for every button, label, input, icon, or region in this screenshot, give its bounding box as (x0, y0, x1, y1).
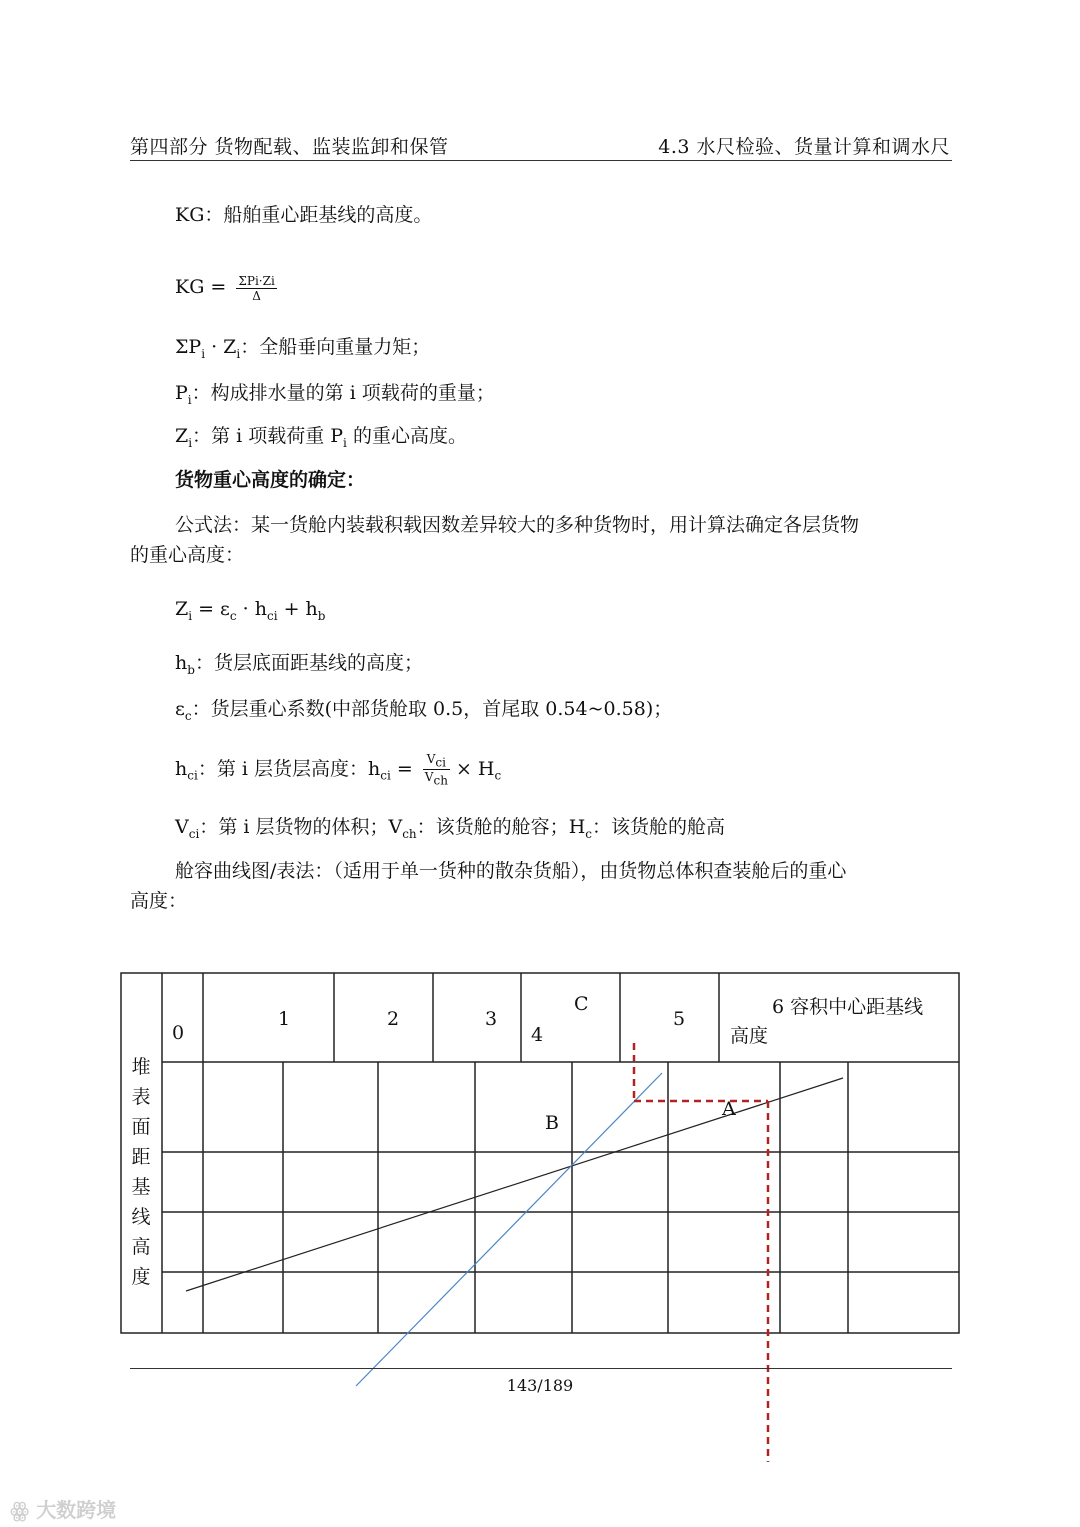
formula-method-line1: 公式法：某一货舱内装载积载因数差异较大的多种货物时，用计算法确定各层货物 (175, 514, 860, 536)
header-left-title: 第四部分 货物配载、监装监卸和保管 (130, 136, 449, 158)
page-number: 143/189 (506, 1376, 574, 1395)
section-title: 货物重心高度的确定： (175, 469, 366, 491)
y-axis-char: 堆 (131, 1056, 151, 1078)
vci-definition: $V_{ci}$：第 i 层货物的体积；$V_{ch}$：该货舱的舱容；$H_c$：该货舱的舱高 (175, 816, 726, 841)
point-a-label: A (722, 1098, 736, 1120)
hb-definition-text: 货层底面距基线的高度； (213, 652, 423, 674)
kg-definition: KG：船舶重心距基线的高度。 (175, 204, 433, 226)
p-definition: $P_i$：构成排水量的第 i 项载荷的重量； (175, 382, 495, 407)
z-definition-text-b: 的重心高度。 (352, 425, 467, 447)
sum-definition: $\Sigma P_i \cdot Z_i$：全船垂向重量力矩； (175, 336, 431, 361)
col-label-6-line1: 6 容积中心距基线 (772, 996, 924, 1018)
y-axis-char: 面 (131, 1116, 151, 1138)
col-label-5: 5 (673, 1008, 686, 1030)
curve-method-line2: 高度： (130, 890, 188, 912)
ec-definition: $\varepsilon_c$：货层重心系数(中部货舱取 0.5，首尾取 0.54~0.58)； (175, 698, 673, 723)
header-right-title: 4.3 水尺检验、货量计算和调水尺 (658, 136, 950, 158)
watermark-logo-icon: ꙮ (10, 1498, 37, 1522)
z-definition: $Z_i$：第 i 项载荷重 $P_i$ 的重心高度。 (175, 425, 467, 450)
hci-definition-text: 第 i 层货层高度： (216, 757, 368, 780)
ec-definition-text: 货层重心系数(中部货舱取 0.5，首尾取 0.54~0.58)； (210, 698, 673, 720)
kg-formula-denominator: Δ (252, 288, 261, 303)
y-axis-char: 线 (131, 1206, 151, 1228)
hb-definition: $h_b$：货层底面距基线的高度； (175, 652, 423, 677)
point-b-label: B (545, 1112, 559, 1134)
curve-method-line1: 舱容曲线图/表法：（适用于单一货种的散杂货船），由货物总体积查装舱后的重心 (175, 860, 847, 882)
col-label-4: 4 (531, 1024, 544, 1046)
hci-fraction: $\frac{V_{ci}}{V_{ch}}$ (424, 752, 448, 788)
y-axis-char: 高 (131, 1236, 151, 1258)
y-axis-char: 度 (131, 1266, 151, 1288)
curve-line-black (186, 1078, 843, 1291)
kg-formula-lhs: KG = (175, 276, 227, 298)
col-label-6-line2: 高度 (730, 1025, 769, 1047)
col-label-2: 2 (387, 1008, 400, 1030)
watermark-text: 大数跨境 (36, 1498, 117, 1522)
formula-method-line2: 的重心高度： (130, 544, 245, 566)
col-label-3: 3 (485, 1008, 498, 1030)
dashed-guides (634, 1043, 768, 1462)
y-axis-char: 表 (131, 1086, 151, 1108)
p-definition-text: 构成排水量的第 i 项载荷的重量； (210, 382, 495, 404)
col-label-1: 1 (278, 1008, 291, 1030)
watermark (10, 1494, 116, 1523)
vci-definition-text: 第 i 层货物的体积； (218, 816, 389, 838)
zi-formula: $Z_i = \varepsilon_c \cdot h_{ci} + h_b$ (175, 598, 326, 623)
vch-definition-text: 该货舱的舱容； (435, 816, 569, 838)
footer-rule (130, 1368, 952, 1369)
sum-definition-text: 全船垂向重量力矩； (259, 336, 431, 358)
y-axis-char: 距 (131, 1146, 151, 1168)
kg-formula-numerator: ΣPi·Zi (238, 273, 275, 288)
col-label-0: 0 (172, 1022, 185, 1044)
curve-line-blue (356, 1073, 662, 1386)
y-axis-char: 基 (131, 1176, 151, 1198)
y-axis-label (130, 1052, 152, 1292)
z-definition-text-a: 第 i 项载荷重 P (211, 425, 344, 447)
hc-definition-text: 该货舱的舱高 (611, 816, 726, 838)
hci-definition: $h_{ci}$：第 i 层货层高度：$h_{ci}$ = $\frac{V_{ci}}{V_{ch}}$ × $H_c$ (175, 752, 502, 788)
label-c: C (574, 993, 589, 1015)
